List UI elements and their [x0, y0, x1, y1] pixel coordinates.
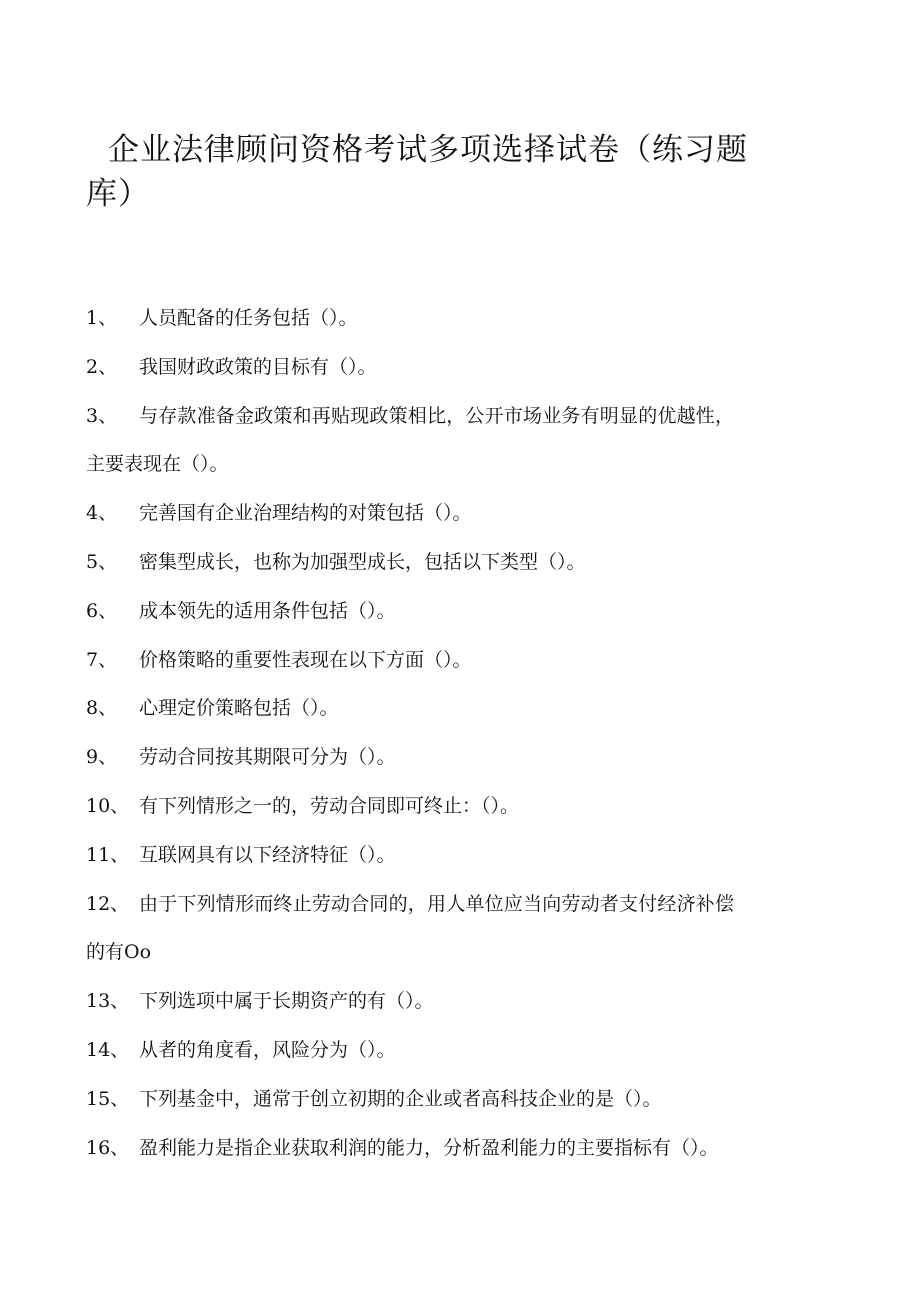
question-text: 有下列情形之一的，劳动合同即可终止：（）。 [139, 794, 520, 817]
list-item [86, 343, 826, 392]
list-item [86, 392, 826, 490]
question-text-continued: 主要表现在（）。 [86, 453, 229, 476]
question-text: 密集型成长，也称为加强型成长，包括以下类型（）。 [139, 550, 586, 573]
question-text: 由于下列情形而终止劳动合同的，用人单位应当向劳动者支付经济补偿 [139, 892, 735, 915]
question-number: 11、 [86, 843, 130, 866]
list-item [86, 733, 826, 782]
question-text: 劳动合同按其期限可分为（）。 [139, 746, 396, 769]
question-number: 12、 [86, 892, 130, 915]
question-text: 人员配备的任务包括（）。 [139, 307, 358, 329]
list-item [86, 1075, 826, 1124]
question-number: 4、 [86, 502, 118, 525]
list-item [86, 538, 826, 587]
question-number: 16、 [86, 1136, 130, 1159]
question-text: 互联网具有以下经济特征（）。 [139, 843, 396, 866]
question-number: 1、 [86, 307, 118, 329]
question-text: 完善国有企业治理结构的对策包括（）。 [139, 502, 472, 525]
question-text: 我国财政政策的目标有（）。 [139, 355, 377, 378]
question-number: 9、 [86, 746, 118, 769]
question-text: 盈利能力是指企业获取利润的能力，分析盈利能力的主要指标有（）。 [139, 1136, 719, 1159]
page-title: 企业法律顾问资格考试多项选择试卷（练习题库） [86, 132, 748, 212]
question-number: 3、 [86, 404, 118, 427]
list-item [86, 880, 826, 978]
list-item [86, 684, 826, 733]
question-text: 价格策略的重要性表现在以下方面（）。 [139, 648, 472, 671]
question-number: 5、 [86, 550, 118, 573]
question-number: 14、 [86, 1038, 130, 1061]
question-number: 10、 [86, 794, 130, 817]
question-number: 8、 [86, 697, 118, 720]
question-text: 成本领先的适用条件包括（）。 [139, 599, 396, 622]
question-list [86, 294, 826, 1172]
list-item [86, 831, 826, 880]
question-number: 13、 [86, 990, 130, 1013]
question-text: 心理定价策略包括（）。 [139, 697, 339, 720]
list-item [86, 489, 826, 538]
question-number: 15、 [86, 1087, 130, 1110]
question-number: 2、 [86, 355, 118, 378]
list-item [86, 294, 826, 343]
question-text-continued: 的有Oo [86, 941, 152, 964]
question-text: 从者的角度看，风险分为（）。 [139, 1038, 396, 1061]
list-item [86, 587, 826, 636]
question-text: 下列基金中，通常于创立初期的企业或者高科技企业的是（）。 [139, 1087, 662, 1110]
list-item [86, 977, 826, 1026]
question-text: 下列选项中属于长期资产的有（）。 [139, 990, 434, 1013]
question-number: 6、 [86, 599, 118, 622]
list-item [86, 1124, 826, 1173]
list-item [86, 636, 826, 685]
question-number: 7、 [86, 648, 118, 671]
list-item [86, 1026, 826, 1075]
question-text: 与存款准备金政策和再贴现政策相比，公开市场业务有明显的优越性， [139, 404, 735, 427]
list-item [86, 782, 826, 831]
